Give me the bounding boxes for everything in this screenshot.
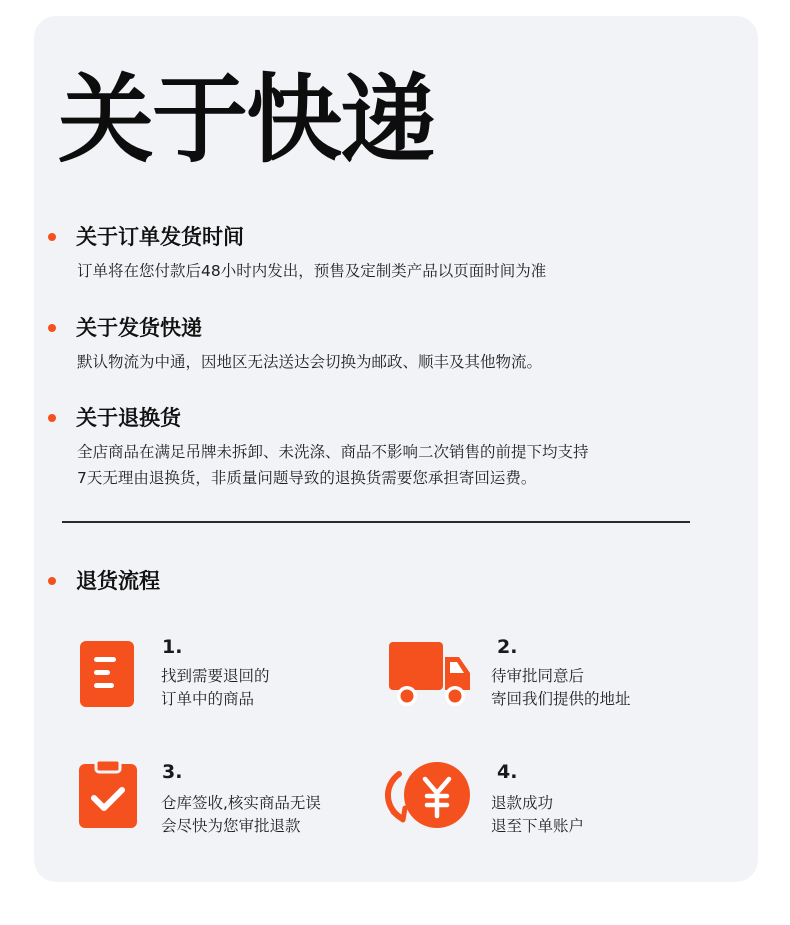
step-description xyxy=(491,665,631,711)
step-description xyxy=(161,665,270,711)
section-body xyxy=(77,439,589,491)
yuan-refund-icon xyxy=(381,758,473,830)
divider xyxy=(62,521,690,523)
clipboard-check-icon xyxy=(78,758,138,830)
body-line: 7天无理由退换货，非质量问题导致的退换货需要您承担寄回运费。 xyxy=(77,469,537,487)
bullet-dot xyxy=(48,324,56,332)
process-step-4 xyxy=(381,758,681,858)
section-heading: 关于退换货 xyxy=(76,406,181,430)
step-line: 找到需要退回的 xyxy=(161,667,270,685)
section-return-process xyxy=(48,566,708,598)
section-body xyxy=(77,258,546,284)
section-shipping-time xyxy=(48,222,708,282)
step-number: 4. xyxy=(497,761,518,783)
step-line: 退款成功 xyxy=(491,794,554,812)
order-list-icon xyxy=(78,633,136,709)
step-number: 1. xyxy=(162,636,183,658)
step-line: 退至下单账户 xyxy=(491,817,585,835)
section-body xyxy=(77,349,542,375)
step-line: 待审批同意后 xyxy=(491,667,585,685)
process-step-2 xyxy=(387,633,687,733)
body-line: 全店商品在满足吊牌未拆卸、未洗涤、商品不影响二次销售的前提下均支持 xyxy=(77,443,589,461)
process-step-3 xyxy=(78,758,378,858)
process-step-1 xyxy=(78,633,378,733)
section-returns xyxy=(48,403,708,493)
step-line: 订单中的商品 xyxy=(161,690,255,708)
step-line: 仓库签收,核实商品无误 xyxy=(161,794,321,812)
step-number: 3. xyxy=(162,761,183,783)
section-heading: 关于发货快递 xyxy=(76,316,202,340)
section-heading: 退货流程 xyxy=(76,569,160,593)
bullet-dot xyxy=(48,233,56,241)
bullet-dot xyxy=(48,414,56,422)
step-description xyxy=(161,792,321,838)
step-description xyxy=(491,792,584,838)
step-line: 会尽快为您审批退款 xyxy=(161,817,301,835)
bullet-dot xyxy=(48,577,56,585)
section-heading: 关于订单发货时间 xyxy=(76,225,244,249)
section-courier xyxy=(48,313,708,373)
body-line: 默认物流为中通，因地区无法送达会切换为邮政、顺丰及其他物流。 xyxy=(77,353,543,371)
body-line: 订单将在您付款后48小时内发出，预售及定制类产品以页面时间为准 xyxy=(77,262,547,280)
step-line: 寄回我们提供的地址 xyxy=(491,690,631,708)
page-title: 关于快递 xyxy=(58,64,434,176)
delivery-truck-icon xyxy=(387,633,473,709)
step-number: 2. xyxy=(497,636,518,658)
